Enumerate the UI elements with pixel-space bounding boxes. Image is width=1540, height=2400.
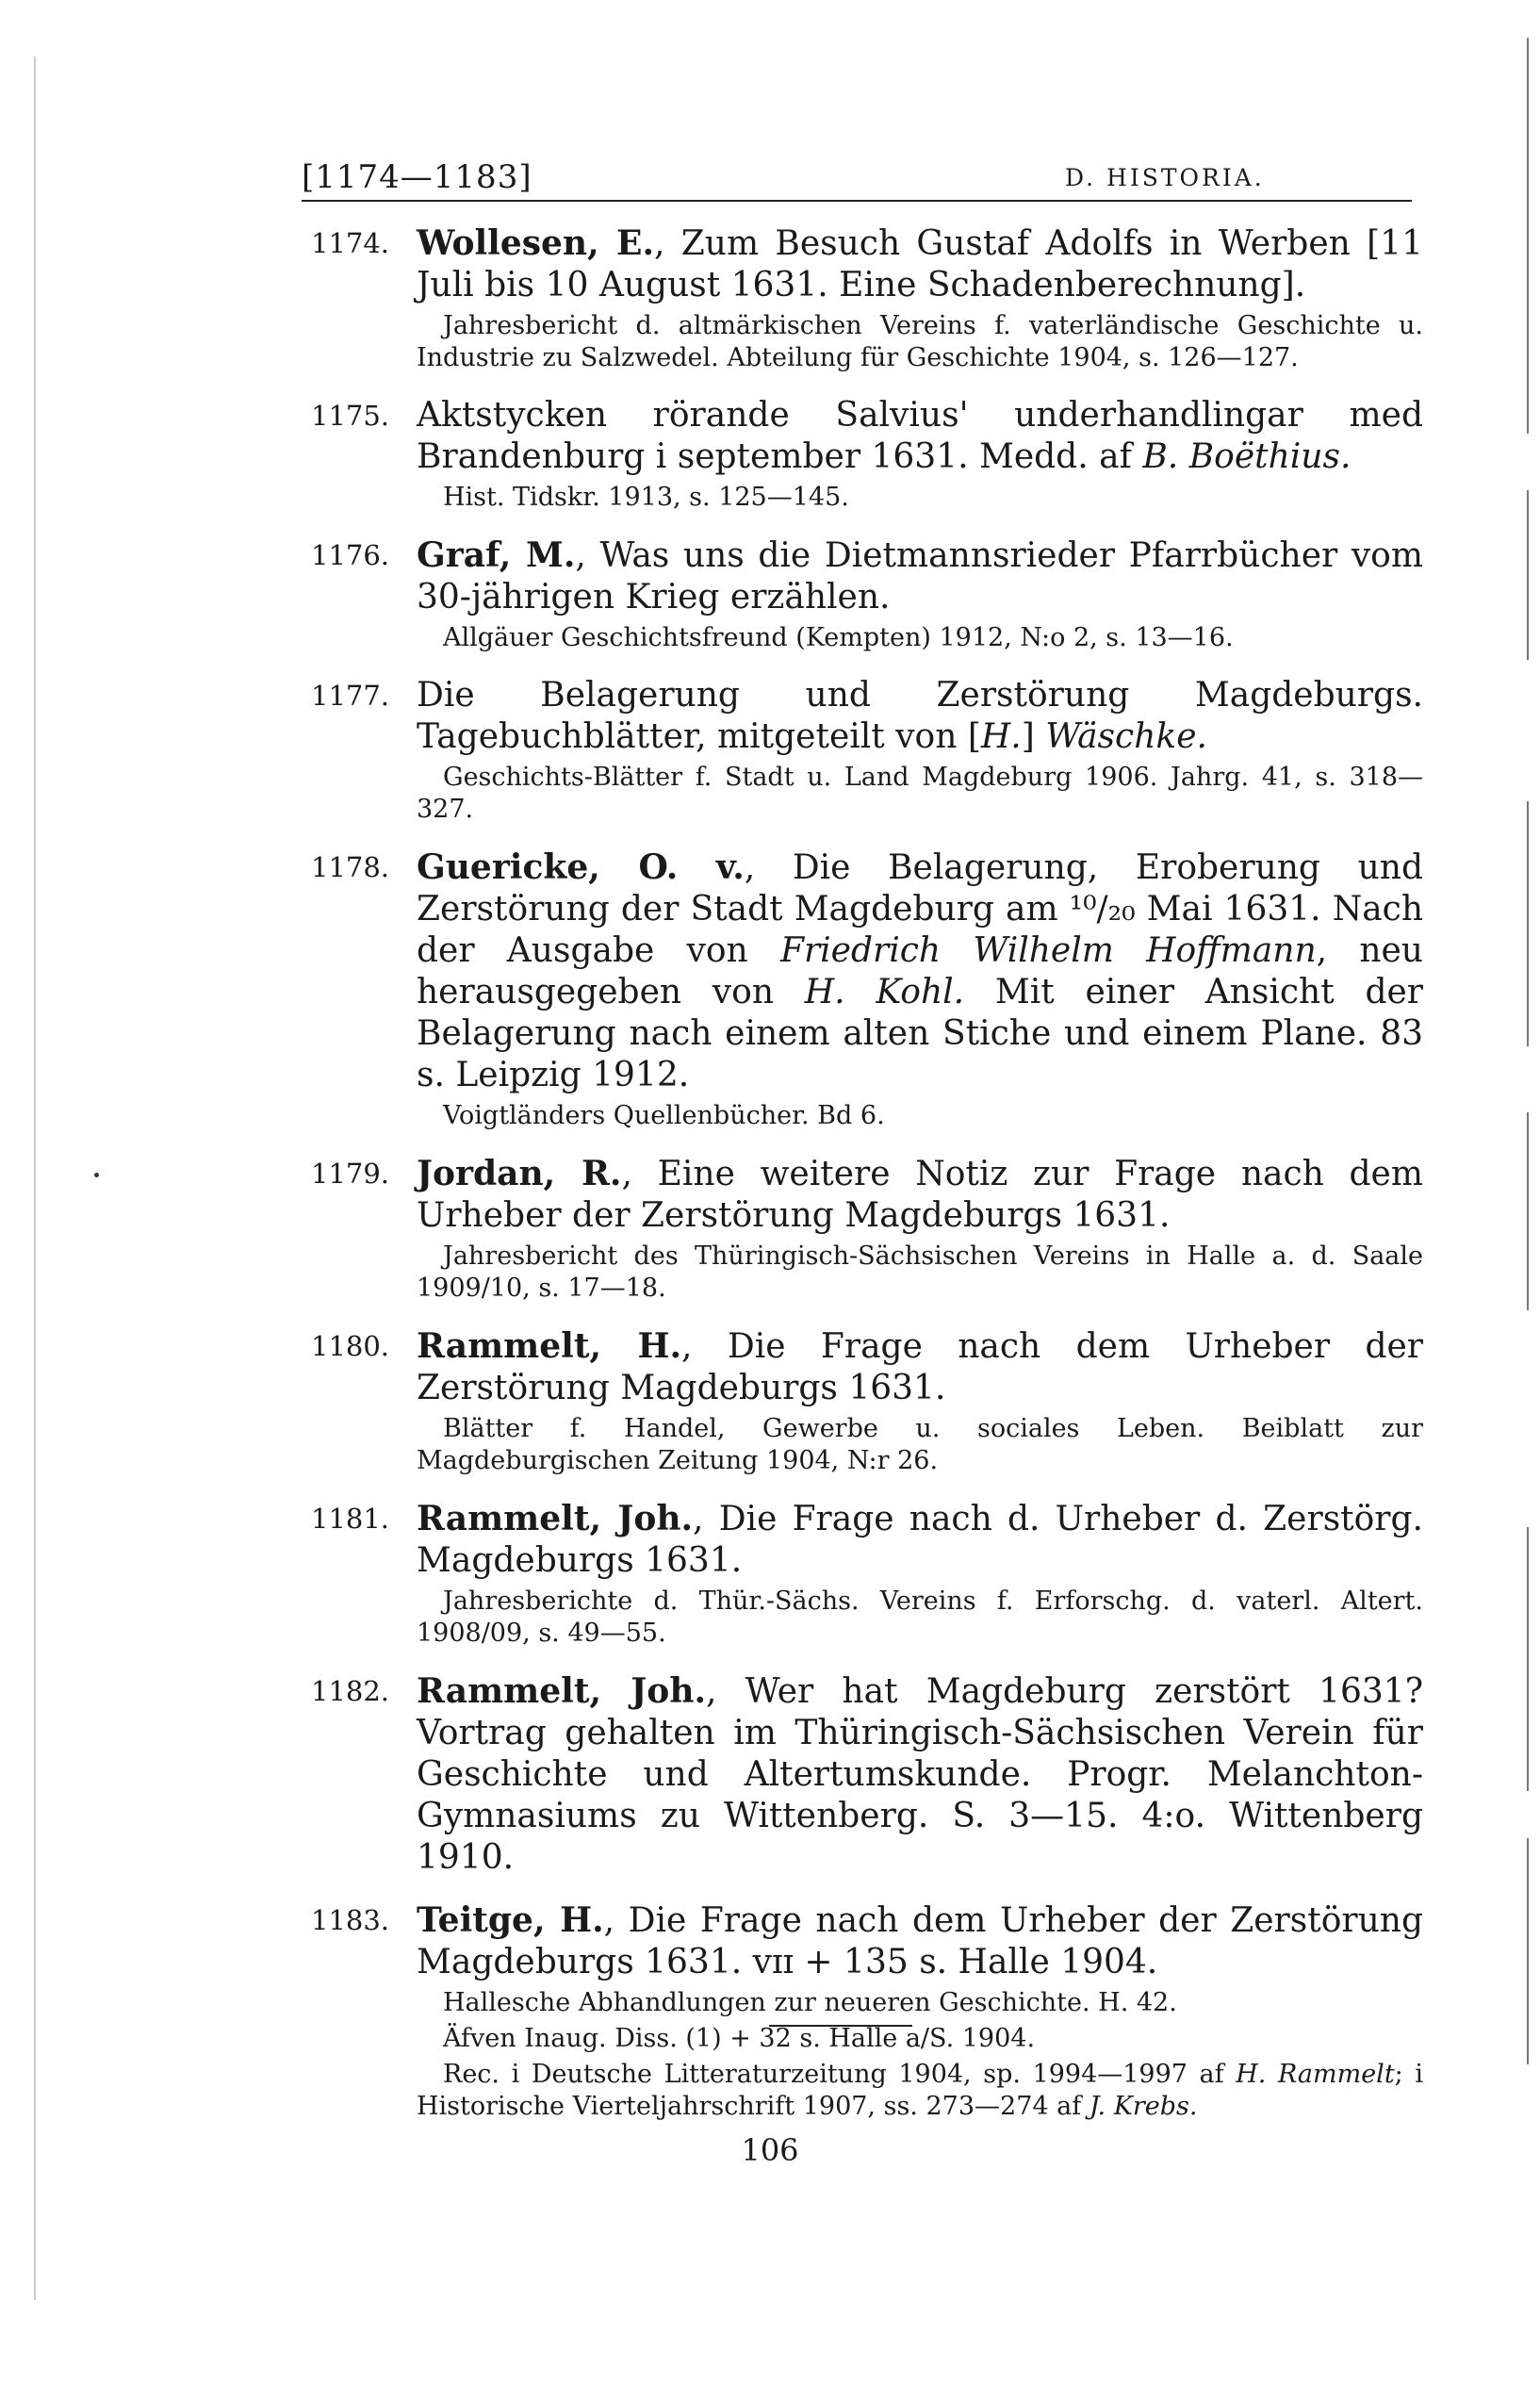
entry-source-note [417,1100,1423,1132]
entry-source-note [417,1241,1423,1305]
entry-citation [417,1498,1423,1582]
entry-text: Hist. Tidskr. 1913, s. 125—145. [443,483,849,512]
entry-citation [417,1899,1423,1983]
italic-text: Friedrich Wilhelm Hoffmann [779,931,1317,970]
entry-text: Rec. i Deutsche Litteraturzeitung 1904, sp. 1994—1997 af [443,2060,1237,2089]
entry-citation [417,675,1423,758]
scan-edge-line [34,57,36,2300]
author-name: Teitge, H. [417,1900,604,1940]
scan-edge-line [1527,490,1529,660]
italic-text: H. Kohl. [804,973,965,1011]
entry-text: , Die Frage nach d. Urheber d. Zerstörg. Magdeburgs 1631. [417,1500,1424,1580]
entry-number: 1182. [311,1675,390,1707]
scan-edge-line [1527,1112,1529,1310]
entry-citation [417,1670,1423,1879]
entry-number: 1180. [311,1330,390,1362]
bibliography-entry [311,534,1423,654]
scan-edge-line [1527,1527,1529,1791]
author-name: Rammelt, H. [417,1326,682,1366]
entry-text: , Zum Besuch Gustaf Adolfs in Werben [11 Juli bis 10 August 1631. Eine Schadenberechnung]. [417,224,1423,304]
entry-text: Mit einer Ansicht der Belagerung nach einem alten Stiche und einem Plane. 83 s. Leipzig 1912. [417,973,1424,1094]
entry-text: ; i Historische Vierteljahrschrift 1907, ss. 273—274 af [417,2060,1423,2121]
bibliography-entry [311,222,1423,374]
entry-text: Blätter f. Handel, Gewerbe u. sociales Leben. Beiblatt zur Magdeburgischen Zeitung 1904, N:r 26. [417,1414,1423,1475]
entry-text: ] [1021,717,1046,756]
entry-number: 1183. [311,1904,390,1936]
entry-source-note [417,482,1423,514]
author-name: Rammelt, Joh. [417,1671,707,1711]
italic-text: J. Krebs. [1089,2092,1198,2121]
entry-citation [417,1153,1423,1237]
entry-number: 1178. [311,851,390,883]
entry-citation [417,534,1423,618]
entry-source-note [417,1586,1423,1650]
author-name: Graf, M. [417,535,576,575]
entry-text: Jahresbericht des Thüringisch-Sächsischen Vereins in Halle a. d. Saale 1909/10, s. 17—18. [417,1241,1423,1303]
italic-text: Wäschke. [1045,717,1207,756]
entry-text: Allgäuer Geschichtsfreund (Kempten) 1912, N:o 2, s. 13—16. [443,623,1234,652]
italic-text: H. Rammelt [1236,2060,1395,2089]
bibliography-entries [311,222,1423,2144]
bibliography-entry [311,1670,1423,1879]
entry-source-note [417,310,1423,374]
bibliography-entry [311,847,1423,1132]
entry-text: , Die Frage nach dem Urheber der Zerstörung Magdeburgs 1631. vɪɪ + 135 s. Halle 1904. [417,1901,1423,1981]
entry-source-note [417,2059,1423,2123]
author-name: Guericke, O. v. [417,847,745,887]
entry-text: Die Belagerung und Zerstörung Magdeburgs. Tagebuchblätter, mitgeteilt von [ [417,676,1423,756]
entry-text: Geschichts-Blätter f. Stadt u. Land Magdeburg 1906. Jahrg. 41, s. 318—327. [417,763,1423,824]
entry-range: [1174—1183] [302,158,532,196]
entry-text: , Was uns die Dietmannsrieder Pfarrbücher vom 30-jährigen Krieg erzählen. [417,536,1423,616]
entry-source-note [417,622,1423,654]
italic-text: B. Boëthius. [1142,437,1352,476]
entry-text: , neu herausgegeben von [417,931,1423,1011]
author-name: Wollesen, E. [417,223,654,263]
entry-citation [417,1325,1423,1409]
entry-source-note [417,1413,1423,1477]
scan-edge-line [1527,38,1529,434]
ink-speck [94,1173,99,1177]
section-title: D. HISTORIA. [1065,164,1265,191]
entry-citation [417,395,1423,478]
entry-citation [417,847,1423,1096]
author-name: Rammelt, Joh. [417,1499,694,1538]
entry-text: Jahresberichte d. Thür.-Sächs. Vereins f. Erforschg. d. vaterl. Altert. 1908/09, s. 49—55. [417,1586,1423,1648]
entry-text: Aktstycken rörande Salvius' underhandlingar med Brandenburg i september 1631. Medd. af [417,396,1423,476]
bibliography-entry [311,1153,1423,1305]
entry-text: , Die Belagerung, Eroberung und Zerstörung der Stadt Magdeburg am ¹⁰/₂₀ Mai 1631. Nach der Ausgabe von [417,848,1423,970]
entry-text: , Die Frage nach dem Urheber der Zerstörung Magdeburgs 1631. [417,1327,1423,1407]
entry-number: 1176. [311,539,390,571]
italic-text: H. [980,717,1022,756]
entry-text: Äfven Inaug. Diss. (1) + 32 s. Halle a/S. 1904. [443,2024,1036,2053]
bibliography-entry [311,675,1423,826]
entry-source-note [417,1987,1423,2019]
entry-number: 1177. [311,680,390,712]
entry-number: 1175. [311,400,390,432]
footer-rule [769,2025,912,2027]
scan-edge-line [1527,801,1529,1046]
bibliography-entry [311,1899,1423,2123]
bibliography-entry [311,1498,1423,1650]
bibliography-entry [311,1325,1423,1477]
entry-source-note [417,2023,1423,2055]
entry-citation [417,222,1423,306]
entry-number: 1181. [311,1503,390,1535]
entry-text: , Wer hat Magdeburg zerstört 1631? Vortrag gehalten im Thüringisch-Sächsischen Verein für Geschichte und Altertumskunde. Progr. Melanchton-Gymnasiums zu Wittenberg. S. 3—15. 4:o. Wittenberg 1910. [417,1672,1424,1877]
entry-text: Jahresbericht d. altmärkischen Vereins f. vaterländische Geschichte u. Industrie zu Salzwedel. Abteilung für Geschichte 1904, s. 126—127. [417,311,1423,372]
entry-number: 1179. [311,1158,390,1190]
entry-source-note [417,762,1423,826]
page-number: 106 [741,2132,799,2168]
entry-number: 1174. [311,227,390,259]
entry-text: Hallesche Abhandlungen zur neueren Geschichte. H. 42. [443,1988,1177,2017]
bibliography-entry [311,395,1423,514]
author-name: Jordan, R. [417,1154,622,1193]
entry-text: Voigtländers Quellenbücher. Bd 6. [443,1101,885,1130]
running-header [302,156,1412,202]
scan-edge-line [1527,1838,1529,2064]
entry-text: , Eine weitere Notiz zur Frage nach dem Urheber der Zerstörung Magdeburgs 1631. [417,1155,1423,1235]
